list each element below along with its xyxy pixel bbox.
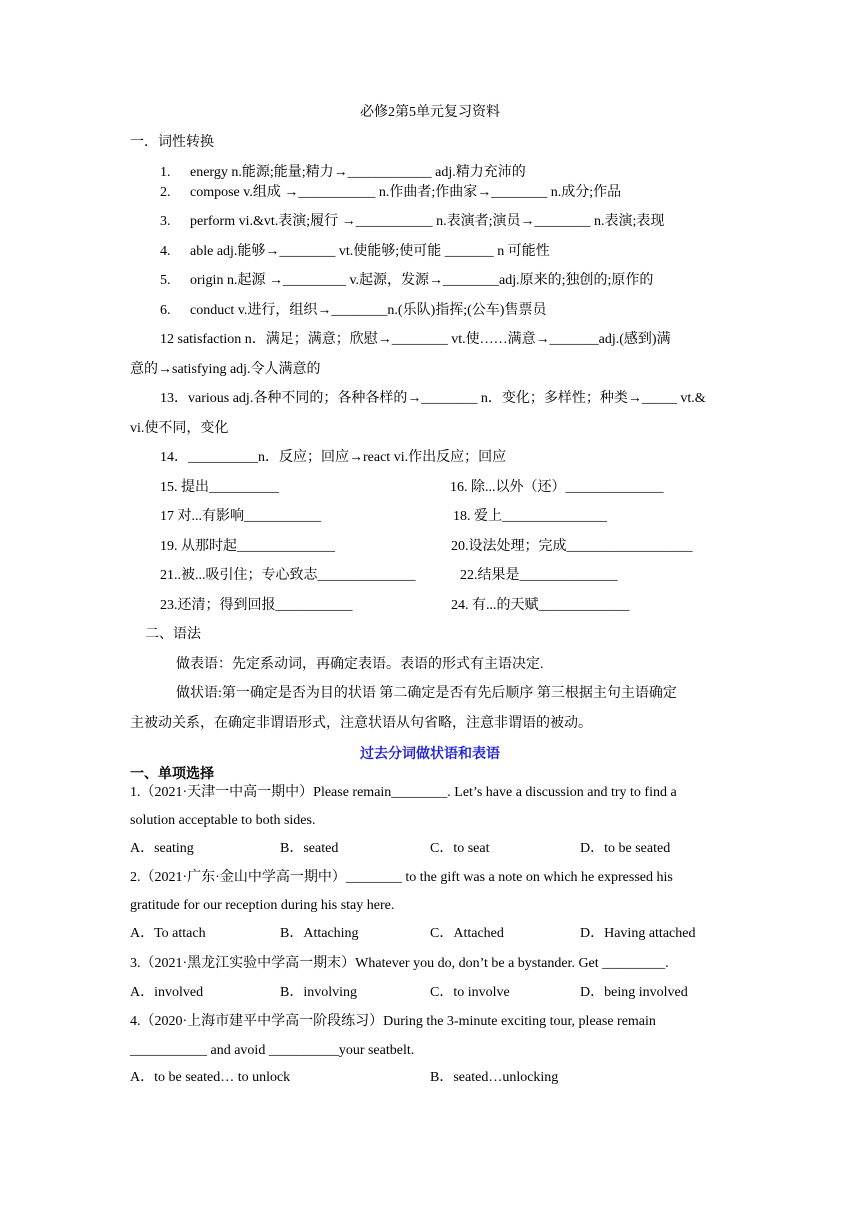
item-13-line1: 13．various adj.各种不同的；各种各样的→________ n．变化；多样性；种类→_____ vt.& bbox=[160, 391, 706, 406]
phrase-item: 17 对...有影响___________ bbox=[160, 509, 321, 524]
item-text: perform vi.&vt.表演;履行 →___________ n.表演者;演员→________ n.表演;表现 bbox=[190, 214, 665, 229]
phrase-item: 19. 从那时起______________ bbox=[160, 539, 335, 554]
phrase-item: 20.设法处理；完成__________________ bbox=[451, 539, 693, 554]
option-d[interactable]: D．being involved bbox=[580, 985, 688, 1000]
option-a[interactable]: A．involved bbox=[130, 985, 204, 1000]
item-number: 3. bbox=[160, 214, 171, 229]
option-a[interactable]: A．To attach bbox=[130, 926, 206, 941]
option-b[interactable]: B．involving bbox=[280, 985, 358, 1000]
item-number: 2. bbox=[160, 185, 171, 200]
phrase-item: 15. 提出__________ bbox=[160, 480, 279, 495]
phrase-item: 24. 有...的天赋_____________ bbox=[451, 598, 630, 613]
item-number: 1. bbox=[160, 165, 171, 180]
option-c[interactable]: C．to seat bbox=[430, 841, 490, 856]
item-13-line2: vi.使不同，变化 bbox=[130, 421, 229, 436]
question-stem: gratitude for our reception during his stay here. bbox=[130, 898, 395, 913]
question-stem: solution acceptable to both sides. bbox=[130, 813, 316, 828]
section-title: 过去分词做状语和表语 bbox=[360, 746, 500, 762]
item-text: energy n.能源;能量;精力→____________ adj.精力充沛的 bbox=[190, 165, 526, 180]
phrase-item: 18. 爱上_______________ bbox=[453, 509, 607, 524]
phrase-item: 22.结果是______________ bbox=[460, 568, 618, 583]
question-stem: 4.（2020·上海市建平中学高一阶段练习）During the 3-minute exciting tour, please remain bbox=[130, 1014, 656, 1029]
phrase-item: 16. 除...以外（还）______________ bbox=[450, 480, 664, 495]
item-text: conduct v.进行，组织→________n.(乐队)指挥;(公车)售票员 bbox=[190, 303, 547, 318]
phrase-item: 21..被...吸引住；专心致志______________ bbox=[160, 568, 416, 583]
exercise-heading: 一、单项选择 bbox=[130, 766, 214, 782]
item-text: able adj.能够→________ vt.使能够;使可能 _______ n 可能性 bbox=[190, 244, 550, 259]
option-b[interactable]: B．seated bbox=[280, 841, 339, 856]
part2-heading: 二、语法 bbox=[145, 627, 201, 642]
phrase-item: 23.还清；得到回报___________ bbox=[160, 598, 353, 613]
option-c[interactable]: C．to involve bbox=[430, 985, 510, 1000]
question-stem: ___________ and avoid __________your seatbelt. bbox=[130, 1043, 415, 1058]
question-stem: 1.（2021·天津一中高一期中）Please remain________. Let’s have a discussion and try to find a bbox=[130, 785, 677, 800]
item-number: 5. bbox=[160, 273, 171, 288]
option-a[interactable]: A．to be seated… to unlock bbox=[130, 1070, 291, 1085]
option-d[interactable]: D．to be seated bbox=[580, 841, 671, 856]
option-c[interactable]: C．Attached bbox=[430, 926, 504, 941]
item-text: compose v.组成 →___________ n.作曲者;作曲家→________ n.成分;作品 bbox=[190, 185, 622, 200]
question-stem: 3.（2021·黑龙江实验中学高一期末）Whatever you do, don’t be a bystander. Get _________. bbox=[130, 956, 669, 971]
option-d[interactable]: D．Having attached bbox=[580, 926, 696, 941]
item-number: 6. bbox=[160, 303, 171, 318]
option-b[interactable]: B．seated…unlocking bbox=[430, 1070, 559, 1085]
document-title: 必修2第5单元复习资料 bbox=[360, 105, 500, 120]
option-b[interactable]: B．Attaching bbox=[280, 926, 359, 941]
part1-heading: 一．词性转换 bbox=[130, 135, 214, 150]
item-12-line1: 12 satisfaction n．满足；满意；欣慰→________ vt.使……满意→_______adj.(感到)满 bbox=[160, 332, 671, 347]
grammar-paragraph: 主被动关系，在确定非谓语形式，注意状语从句省略，注意非谓语的被动。 bbox=[130, 716, 592, 731]
item-14: 14．__________n．反应；回应→react vi.作出反应；回应 bbox=[160, 450, 507, 465]
option-a[interactable]: A．seating bbox=[130, 841, 194, 856]
item-text: origin n.起源 →_________ v.起源，发源→________adj.原来的;独创的;原作的 bbox=[190, 273, 654, 288]
item-12-line2: 意的→satisfying adj.令人满意的 bbox=[130, 362, 321, 377]
grammar-paragraph: 做表语：先定系动词，再确定表语。表语的形式有主语决定. bbox=[176, 657, 544, 672]
question-stem: 2.（2021·广东·金山中学高一期中）________ to the gift was a note on which he expressed his bbox=[130, 870, 673, 885]
item-number: 4. bbox=[160, 244, 171, 259]
grammar-paragraph: 做状语:第一确定是否为目的状语 第二确定是否有先后顺序 第三根据主句主语确定 bbox=[176, 686, 677, 701]
